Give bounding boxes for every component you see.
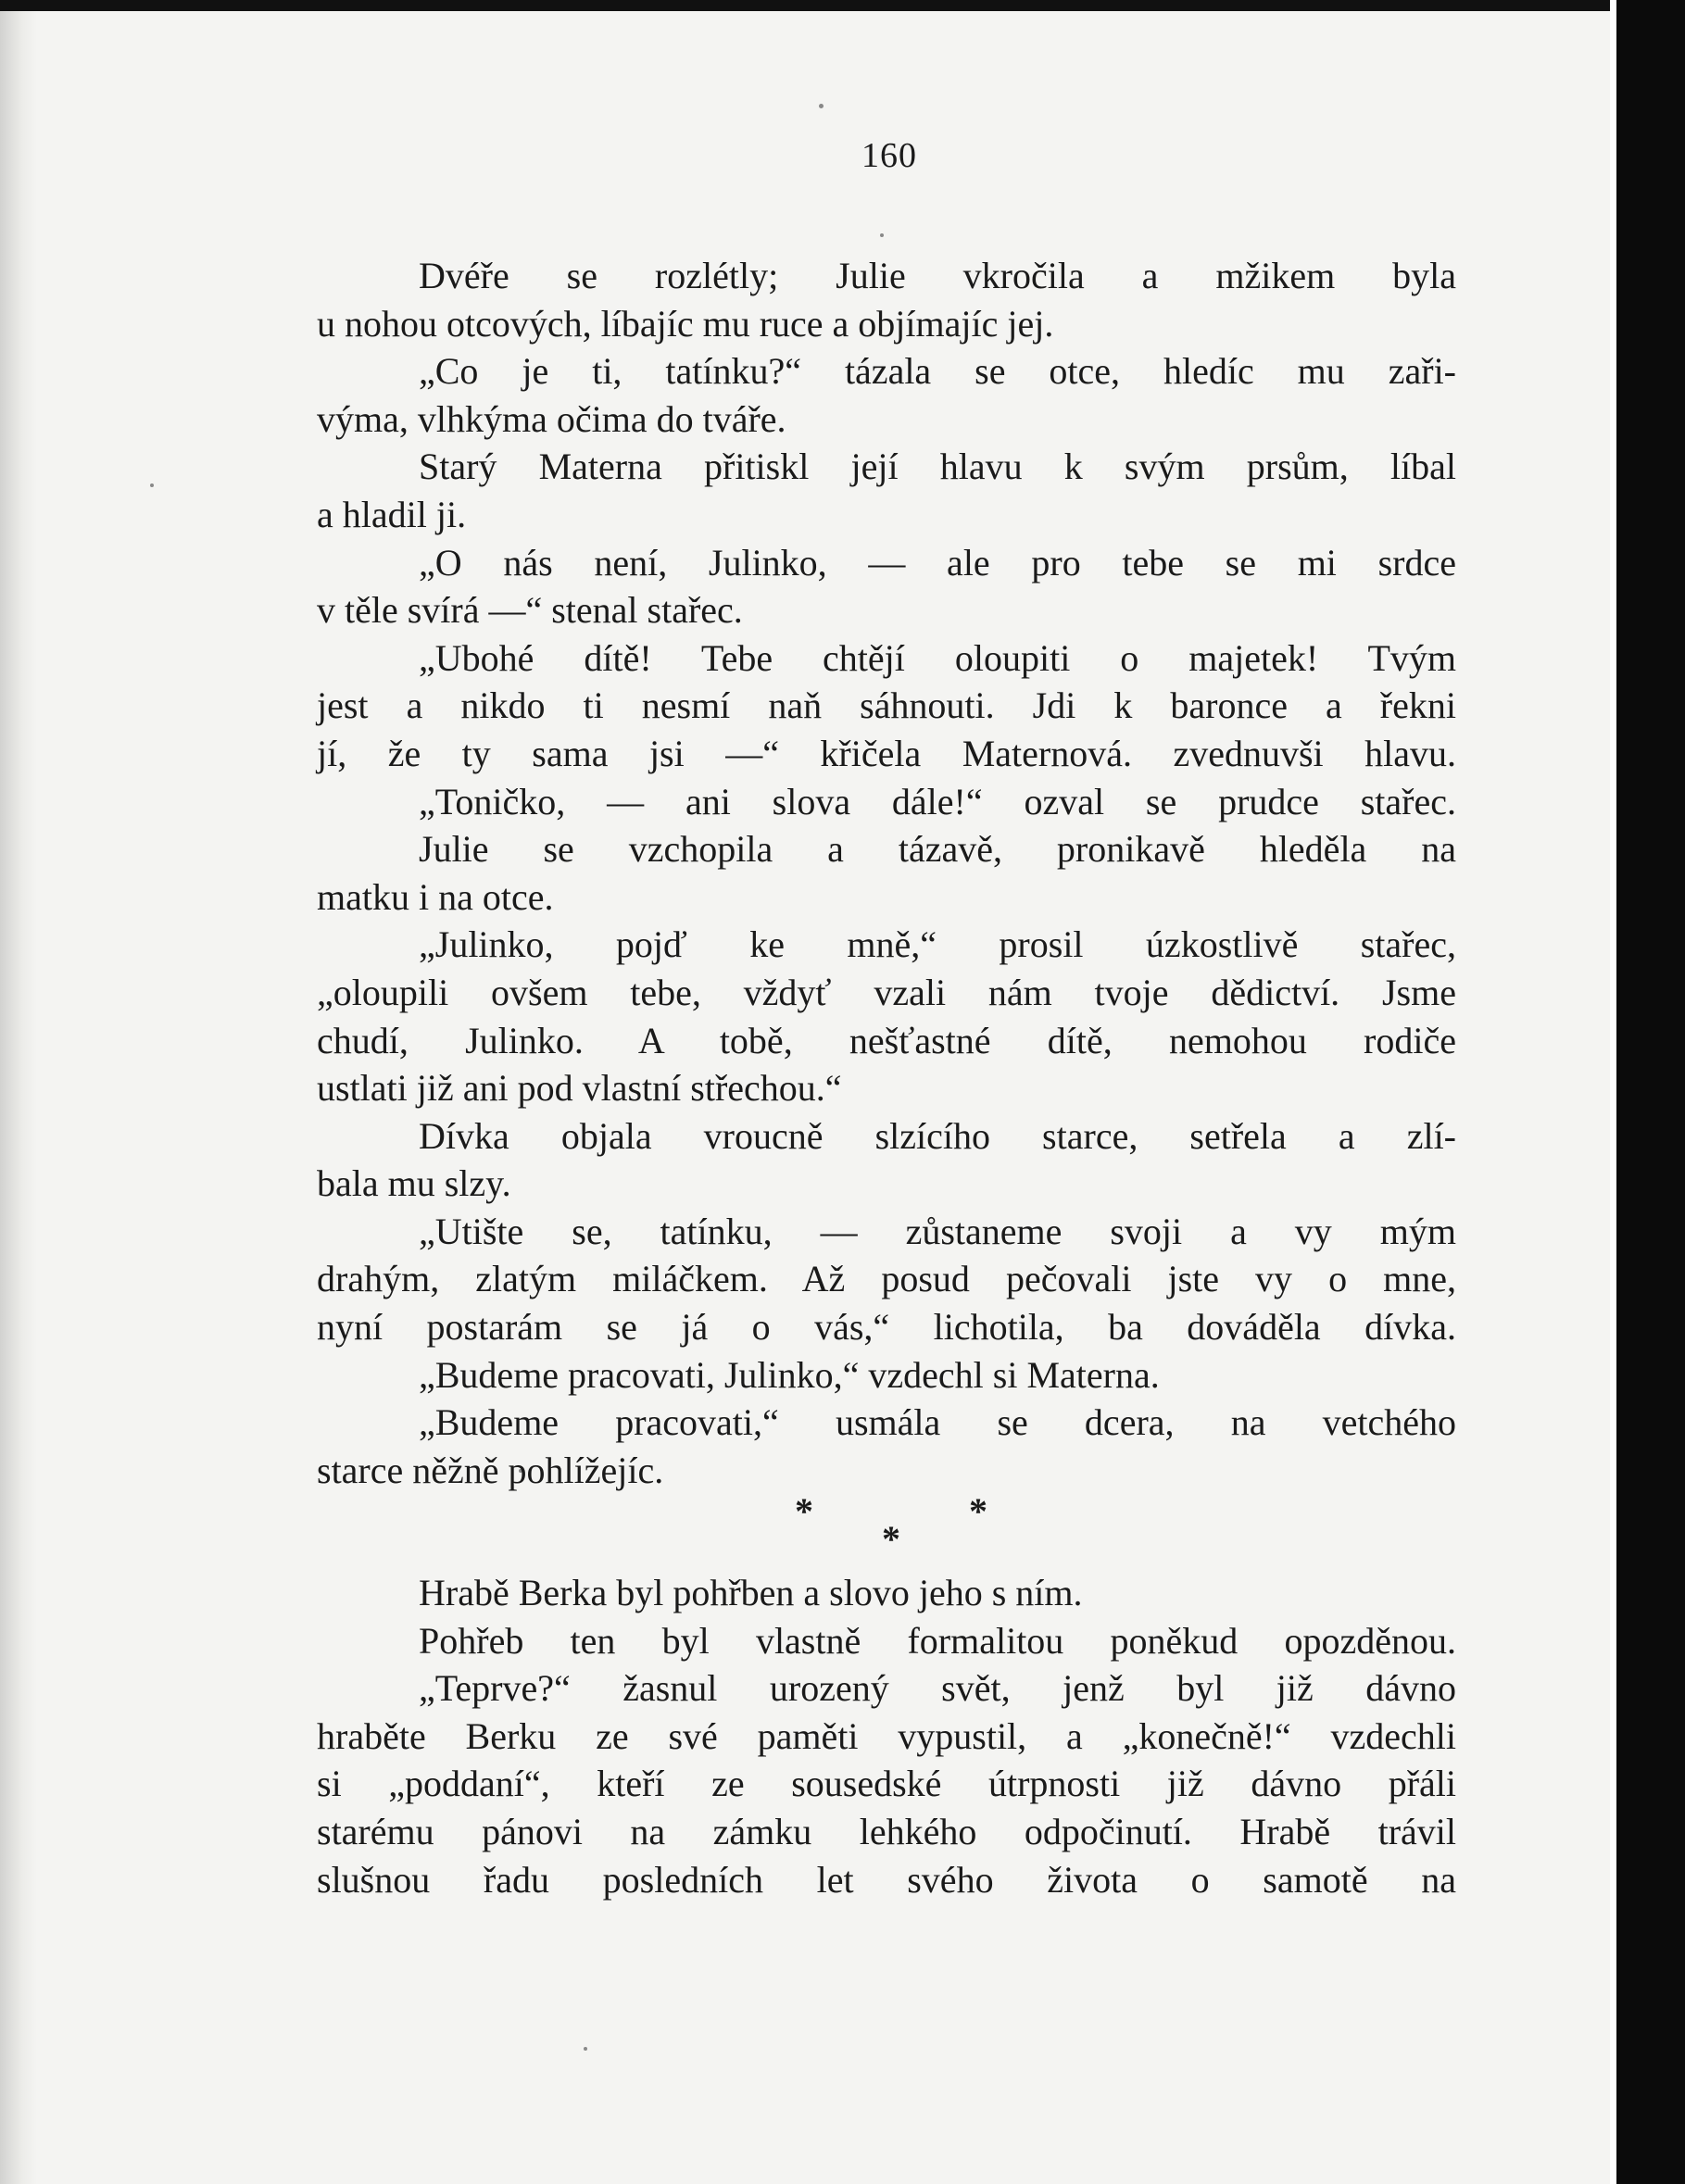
text-line: nyní postarám se já o vás,“ lichotila, ba dováděla dívka. — [317, 1306, 1456, 1349]
text-line: „Teprve?“ žasnul urozený svět, jenž byl již dávno — [419, 1667, 1456, 1710]
scan-speck — [584, 2047, 587, 2051]
separator-star: * — [795, 1490, 813, 1532]
separator-star: * — [882, 1518, 900, 1560]
text-line: starce něžně pohlížejíc. — [317, 1449, 664, 1491]
text-line: chudí, Julinko. A tobě, nešťastné dítě, nemohou rodiče — [317, 1019, 1456, 1061]
text-line: Pohřeb ten byl vlastně formalitou poněkud opozděnou. — [419, 1619, 1456, 1662]
scan-speck — [880, 233, 884, 237]
text-line: „Budeme pracovati, Julinko,“ vzdechl si Materna. — [419, 1353, 1160, 1396]
text-line: „Ubohé dítě! Tebe chtějí oloupiti o majetek! Tvým — [419, 636, 1456, 679]
text-line: hraběte Berku ze své paměti vypustil, a „konečně!“ vzdechli — [317, 1714, 1456, 1757]
separator-star: * — [969, 1490, 987, 1532]
text-line: „Julinko, pojď ke mně,“ prosil úzkostlivě stařec, — [419, 923, 1456, 966]
section-separator — [787, 1490, 1000, 1560]
page-left-shadow — [0, 0, 37, 2184]
text-line: drahým, zlatým miláčkem. Až posud pečovali jste vy o mne, — [317, 1258, 1456, 1300]
text-line: u nohou otcových, líbajíc mu ruce a objímajíc jej. — [317, 302, 1054, 345]
text-line: „Utište se, tatínku, — zůstaneme svoji a vy mým — [419, 1210, 1456, 1252]
scan-speck — [819, 104, 824, 108]
text-line: slušnou řadu posledních let svého života o samotě na — [317, 1858, 1456, 1901]
text-line: Starý Materna přitiskl její hlavu k svým prsům, líbal — [419, 446, 1456, 488]
text-line: „Co je ti, tatínku?“ tázala se otce, hledíc mu zaři- — [419, 350, 1456, 393]
text-line: „O nás není, Julinko, — ale pro tebe se mi srdce — [419, 541, 1456, 584]
text-line: bala mu slzy. — [317, 1162, 511, 1205]
text-line: ustlati již ani pod vlastní střechou.“ — [317, 1067, 842, 1110]
scan-right-border — [1616, 0, 1685, 2184]
text-line: starému pánovi na zámku lehkého odpočinutí. Hrabě trávil — [317, 1810, 1456, 1852]
text-line: jest a nikdo ti nesmí naň sáhnouti. Jdi k baronce a řekni — [317, 684, 1456, 727]
text-line: Dvéře se rozlétly; Julie vkročila a mžikem byla — [419, 255, 1456, 296]
text-line: jí, že ty sama jsi —“ křičela Maternová. zvednuvši hlavu. — [317, 732, 1456, 774]
main-text-block — [317, 252, 1456, 1494]
text-line: „Budeme pracovati,“ usmála se dcera, na vetchého — [419, 1401, 1456, 1444]
text-line: „Toničko, — ani slova dále!“ ozval se prudce stařec. — [419, 780, 1456, 822]
text-line: v těle svírá —“ stenal stařec. — [317, 589, 743, 632]
text-line: Julie se vzchopila a tázavě, pronikavě hleděla na — [419, 828, 1456, 871]
scan-top-border — [0, 0, 1685, 11]
text-line: výma, vlhkýma očima do tváře. — [317, 397, 786, 440]
text-line: Hrabě Berka byl pohřben a slovo jeho s ním. — [419, 1572, 1083, 1613]
text-line: si „poddaní“, kteří ze sousedské útrpnosti již dávno přáli — [317, 1763, 1456, 1805]
page-number: 160 — [861, 136, 917, 175]
page-right-edge — [1610, 0, 1616, 2184]
second-text-block — [317, 1569, 1456, 1903]
text-line: matku i na otce. — [317, 875, 554, 918]
text-line: a hladil ji. — [317, 493, 467, 535]
text-line: „oloupili ovšem tebe, vždyť vzali nám tvoje dědictví. Jsme — [317, 971, 1456, 1013]
text-line: Dívka objala vroucně slzícího starce, setřela a zlí- — [419, 1114, 1456, 1157]
scan-speck — [150, 483, 154, 487]
